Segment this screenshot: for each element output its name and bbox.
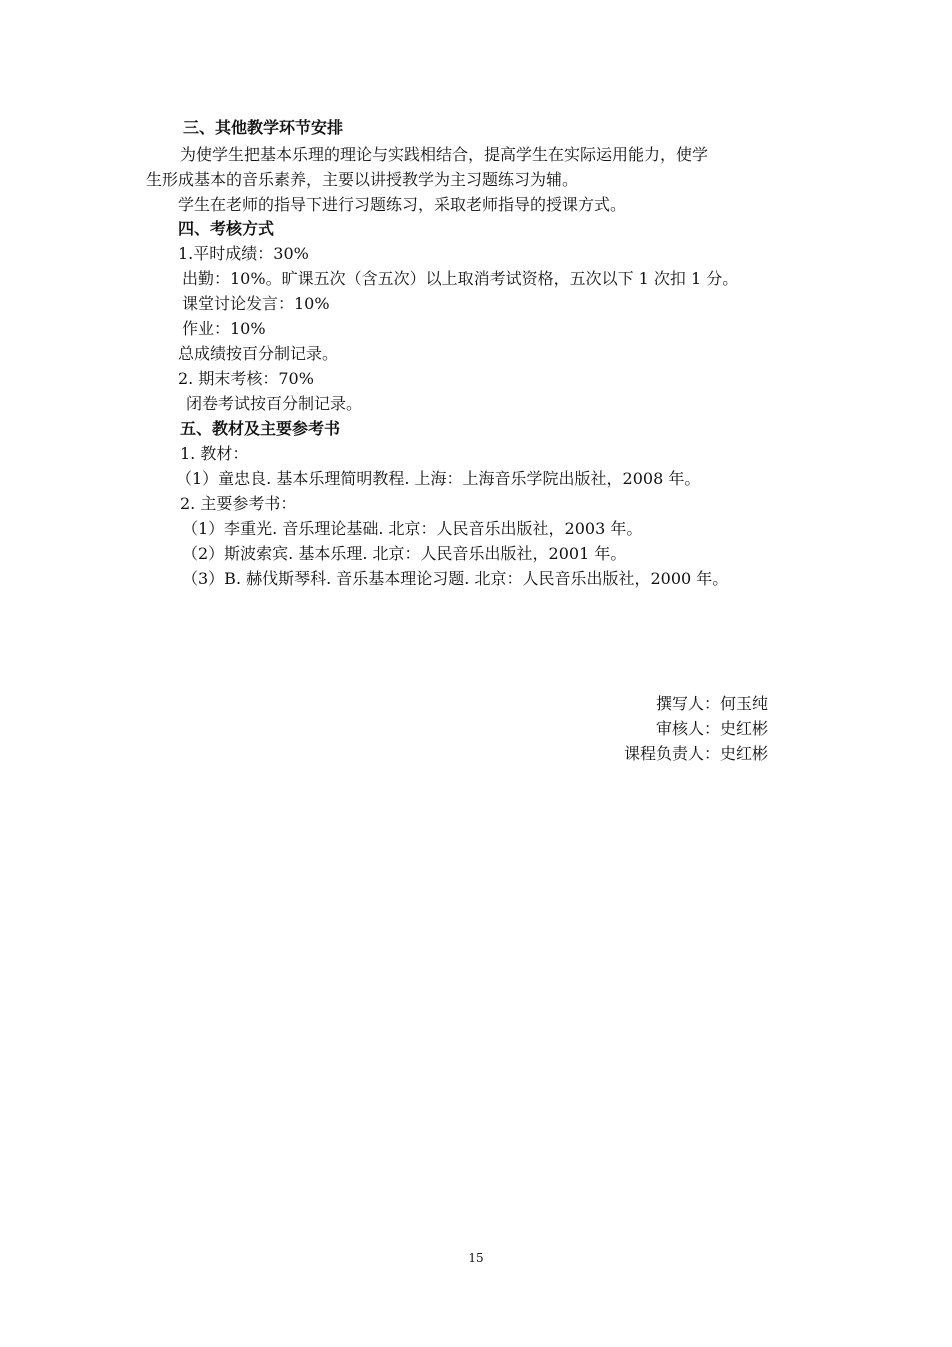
signature-course-lead: 课程负责人：史红彬	[623, 744, 768, 763]
section-5-ref-1: （1）李重光. 音乐理论基础. 北京：人民音乐出版社，2003 年。	[182, 519, 643, 538]
section-5-ref-2: （2）斯波索宾. 基本乐理. 北京：人民音乐出版社，2001 年。	[182, 544, 627, 563]
section-3-heading: 三、其他教学环节安排	[183, 118, 344, 137]
section-5-textbook-1: （1）童忠良. 基本乐理简明教程. 上海：上海音乐学院出版社，2008 年。	[176, 469, 701, 488]
section-3-paragraph-2: 学生在老师的指导下进行习题练习，采取老师指导的授课方式。	[178, 195, 627, 214]
section-4-heading: 四、考核方式	[178, 219, 275, 238]
section-5-ref-3: （3）B. 赫伐斯琴科. 音乐基本理论习题. 北京：人民音乐出版社，2000 年。	[182, 569, 729, 588]
section-4-discussion: 课堂讨论发言：10%	[182, 294, 330, 313]
section-4-item-2: 2. 期末考核：70%	[178, 369, 314, 388]
section-5-refs-label: 2. 主要参考书：	[180, 494, 297, 513]
page-number: 15	[468, 1251, 484, 1265]
section-4-homework: 作业：10%	[182, 319, 266, 338]
section-4-item-1: 1.平时成绩：30%	[178, 244, 309, 263]
section-4-attendance: 出勤：10%。旷课五次（含五次）以上取消考试资格，五次以下 1 次扣 1 分。	[182, 269, 739, 288]
signature-author: 撰写人：何玉纯	[655, 694, 768, 713]
section-5-heading: 五、教材及主要参考书	[180, 419, 341, 438]
section-3-paragraph-1-line-1: 为使学生把基本乐理的理论与实践相结合，提高学生在实际运用能力，使学	[180, 145, 709, 164]
signature-reviewer: 审核人：史红彬	[655, 719, 768, 738]
section-5-textbook-label: 1. 教材：	[180, 444, 249, 463]
section-3-paragraph-1-line-2: 生形成基本的音乐素养，主要以讲授教学为主习题练习为辅。	[146, 170, 579, 189]
section-4-exam: 闭卷考试按百分制记录。	[186, 394, 363, 413]
section-4-total: 总成绩按百分制记录。	[178, 344, 339, 363]
